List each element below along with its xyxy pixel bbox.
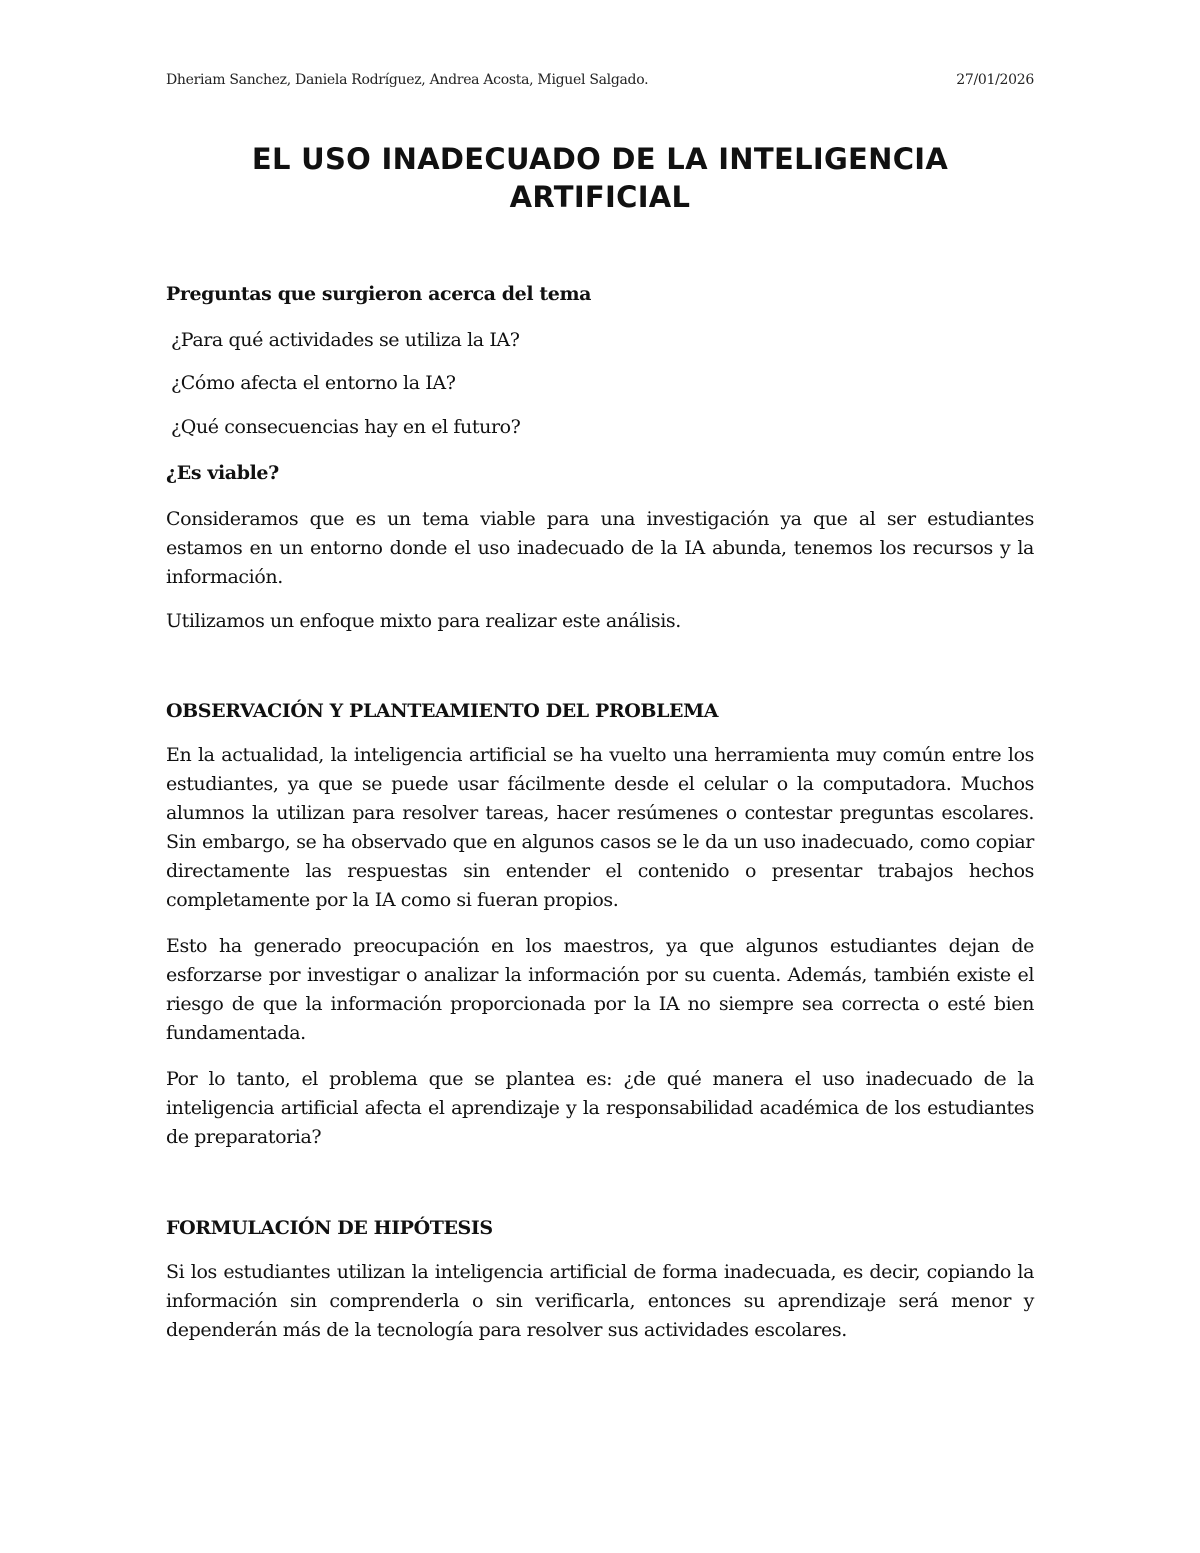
problem-heading: OBSERVACIÓN Y PLANTEAMIENTO DEL PROBLEMA [166,700,719,722]
title-line-2: ARTIFICIAL [509,180,691,214]
header-date: 27/01/2026 [956,72,1034,88]
viability-paragraph: Utilizamos un enfoque mixto para realizar este análisis. [166,610,681,632]
question-item: ¿Para qué actividades se utiliza la IA? [171,329,520,351]
document-title [166,140,1034,216]
viability-paragraph: Consideramos que es un tema viable para una investigación ya que al ser estudiantes estamos en un entorno donde el uso inadecuado de la IA abunda, tenemos los recursos y la información. [166,508,1034,588]
viability-heading: ¿Es viable? [166,462,279,484]
question-item: ¿Qué consecuencias hay en el futuro? [171,416,521,438]
problem-paragraph: Esto ha generado preocupación en los maestros, ya que algunos estudiantes dejan de esforzarse por investigar o analizar la información por su cuenta. Además, también existe el riesgo de que la información proporcionada por la IA no siempre sea correcta o esté bien fundamentada. [166,935,1034,1044]
header-authors: Dheriam Sanchez, Daniela Rodríguez, Andrea Acosta, Miguel Salgado. [166,72,649,88]
page-header [166,72,1034,88]
problem-paragraph: Por lo tanto, el problema que se plantea es: ¿de qué manera el uso inadecuado de la inteligencia artificial afecta el aprendizaje y la responsabilidad académica de los estudiantes de preparatoria? [166,1068,1034,1148]
title-line-1: EL USO INADECUADO DE LA INTELIGENCIA [251,142,949,176]
hypothesis-paragraph: Si los estudiantes utilizan la inteligencia artificial de forma inadecuada, es decir, copiando la información sin comprenderla o sin verificarla, entonces su aprendizaje será menor y dependerán más de la tecnología para resolver sus actividades escolares. [166,1261,1034,1341]
hypothesis-heading: FORMULACIÓN DE HIPÓTESIS [166,1217,493,1239]
question-item: ¿Cómo afecta el entorno la IA? [171,372,456,394]
problem-paragraph: En la actualidad, la inteligencia artificial se ha vuelto una herramienta muy común entre los estudiantes, ya que se puede usar fácilmente desde el celular o la computadora. Muchos alumnos la utilizan para resolver tareas, hacer resúmenes o contestar preguntas escolares. Sin embargo, se ha observado que en algunos casos se le da un uso inadecuado, como copiar directamente las respuestas sin entender el contenido o presentar trabajos hechos completamente por la IA como si fueran propios. [166,744,1034,911]
questions-heading: Preguntas que surgieron acerca del tema [166,283,592,305]
page-content [166,0,1034,1553]
